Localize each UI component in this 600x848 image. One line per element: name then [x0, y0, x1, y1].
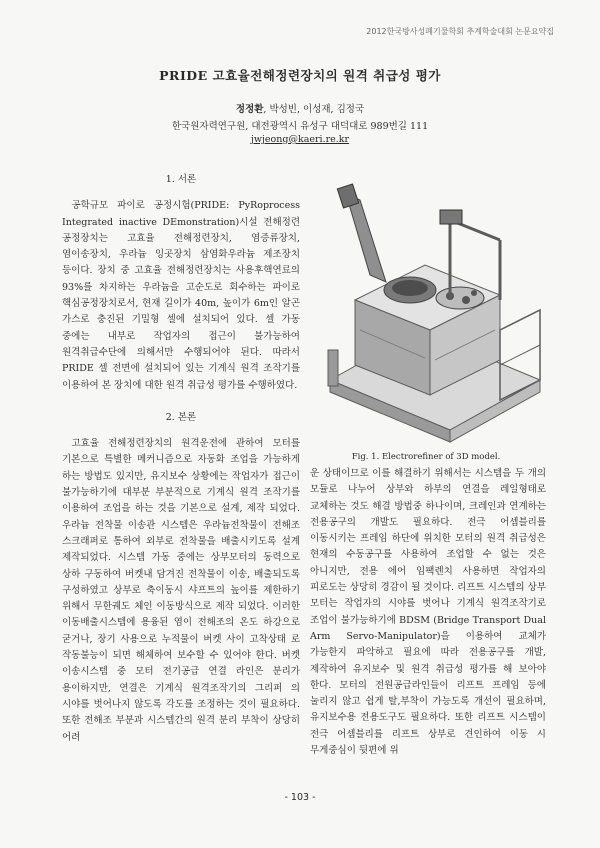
page-number: - 103 - [284, 792, 316, 803]
co-authors: , 박성빈, 이성재, 김정국 [263, 104, 365, 115]
electrorefiner-3d-model-illustration [300, 180, 552, 450]
intro-paragraph: 공학규모 파이로 공정시험(PRIDE: PyRoprocess Integrated inactive DEmonstration)시설 전해정련 공정장치는 고효율 전해정련장치, 염증류장치, 염이송장치, 우라늄 잉곳장치 삼염화우라늄 제조장치 등이다. 장치 중 고효율 전해정련장치는 사용후핵연료의 93%를 차지하는 우라늄을 고순도로 회수하는 파이로 핵심공정장치로서, 현재 길이가 40m, 높이가 6m인 알곤 가스로 충진된 기밀형 셀에 설치되어 있다. 셀 가동 중에는 내부로 작업자의 접근이 불가능하여 원격취급수단에 의해서만 수행되어야 된다. 따라서 PRIDE 셀 전면에 설치되어 있는 기계식 원격 조작기를 이용하여 본 장치에 대한 원격 취급성 평가를 수행하였다. [62, 200, 300, 391]
affiliation: 한국원자력연구원, 대전광역시 유성구 대덕대로 989번길 111 [171, 121, 429, 132]
running-header: 2012한국방사성폐기물학회 추계학술대회 논문요약집 [366, 27, 554, 36]
email-line [0, 134, 600, 145]
lead-author: 정정환 [235, 104, 264, 115]
author-email-link[interactable]: jwjeong@kaeri.re.kr [250, 134, 350, 145]
body-paragraph-right: 운 상태이므로 이를 해결하기 위해서는 시스템을 두 개의 모듈로 나누어 상부와 하부의 연결을 레일형태로 교체하는 것도 해결 방법중 하나이며, 크레인과 연계하는 전용공구의 개발도 필요하다. 전극 어셈블리를 이동시키는 프레임 하단에 위치한 모터의 원격 취급성은 현재의 수동공구를 사용하여 조업할 수 없는 것은 아니지만, 전용 에어 임팩렌치 사용하면 작업자의 피로도는 상당히 경감이 될 것이다. 리프트 시스템의 상부 모터는 작업자의 시야를 벗어나 기계식 원격조작기로 조업이 불가능하기에 BDSM (Bridge Transport Dual Arm Servo-Manipulator)을 이용하여 교체가 가능한지 파악하고 필요에 따라 전용공구를 개발, 제작하여 유지보수 및 원격 취급성 평가를 해 보아야 한다. 모터의 전원공급라인들이 리프트 프레임 등에 눌리지 않고 쉽게 탈,부착이 가능도록 개선이 필요하며, 유지보수용 전용도구도 필요하다. 또한 리프트 시스템이 전극 어셈블리를 리프트 상부로 견인하여 이동 시 무게중심이 뒷편에 위 [310, 468, 546, 757]
figure-caption: Fig. 1. Electrorefiner of 3D model. [351, 452, 501, 462]
author-line [0, 101, 600, 115]
section-heading-body: 2. 본론 [165, 411, 197, 423]
left-column [62, 172, 300, 756]
paper-title: PRIDE 고효율전해정련장치의 원격 취급성 평가 [159, 68, 441, 83]
figure-electrorefiner [300, 180, 552, 450]
right-column [310, 466, 546, 769]
section-heading-intro: 1. 서론 [165, 174, 197, 185]
body-paragraph-left: 고효율 전해정련장치의 원격운전에 관하여 모터를 기본으로 특별한 메커니즘으로 자동화 조업을 가능하게 하는 방법도 있지만, 유지보수 상황에는 작업자가 접근이 불가능하기에 대부분 부분적으로 기계식 원격 조작기를 이용하여 조업을 하는 것을 기본으로 설계, 제작 되었다. 우라늄 전착물 이송관 시스템은 우라늄전착물이 전해조 스크래퍼로 통하여 외부로 전착물을 배출시키도록 설계 제작되었다. 시스템 가동 중에는 상부모터의 동력으로 상하 구동하여 버켓내 담겨진 전착물이 이송, 배출되도록 구성하였고 상부로 축이동시 샤프트의 높이를 제한하기 위해서 무한궤도 체인 이동방식으로 제작 되었다. 이러한 이동배출시스템에 용융된 염이 전해조의 온도 하강으로 굳거나, 장기 사용으로 누적물이 버켓 사이 고착상태 로 작동불능이 되면 해체하여 보수할 수 있어야 한다. 버켓 이송시스템 중 모터 전기공급 연결 라인은 분리가 용이하지만, 연결은 기계식 원격조작기의 그리퍼 의 시야를 벗어나지 않도록 각도를 조정하는 것이 필요하다. 또한 전해조 부분과 시스템간의 원격 분리 부착이 상당히 어려 [62, 438, 300, 743]
